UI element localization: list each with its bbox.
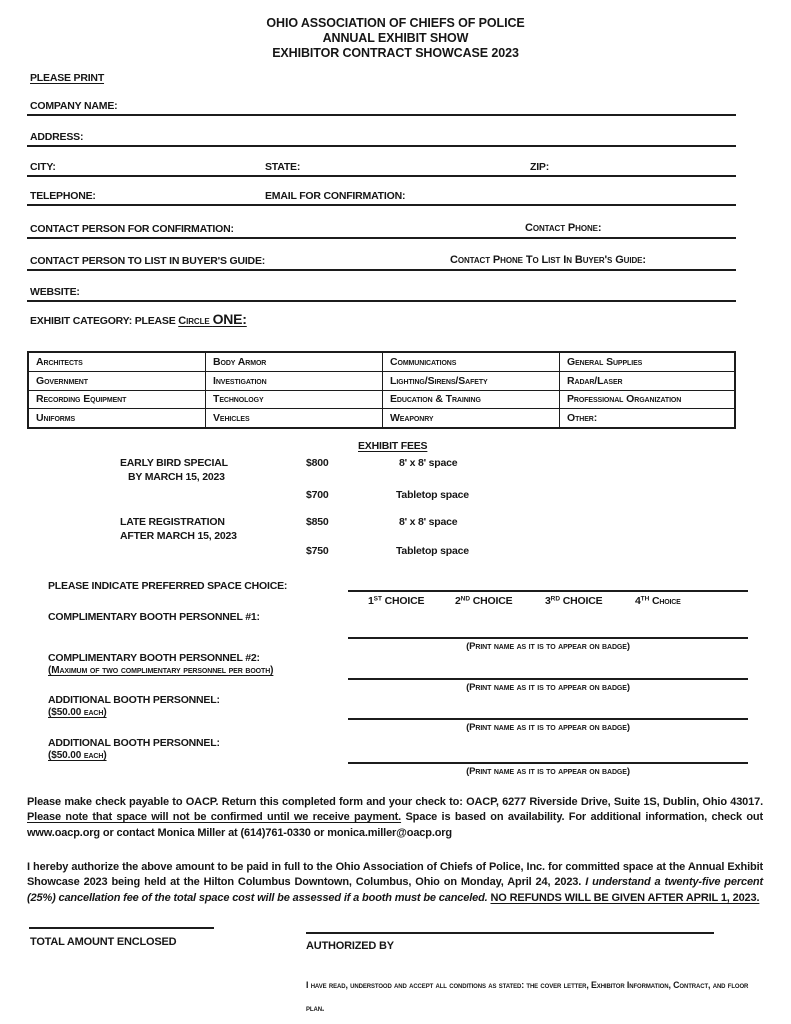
category-option[interactable]: Communications	[383, 352, 560, 371]
website-fill-line[interactable]	[27, 300, 736, 302]
please-print-label: PLEASE PRINT	[30, 72, 105, 84]
category-option[interactable]: General Supplies	[560, 352, 736, 371]
exhibit-category-table	[27, 351, 736, 429]
late-registration-deadline: AFTER MARCH 15, 2023	[120, 530, 237, 542]
badge-caption: (Print name as it is to appear on badge)	[466, 722, 630, 733]
choice-word: Choice	[649, 595, 681, 607]
total-amount-label: TOTAL AMOUNT ENCLOSED	[30, 936, 177, 948]
comp-personnel-2-label: COMPLIMENTARY BOOTH PERSONNEL #2:	[48, 652, 260, 664]
space-choice-label: PLEASE INDICATE PREFERRED SPACE CHOICE:	[48, 580, 288, 592]
table-row	[28, 409, 735, 428]
table-row	[28, 390, 735, 409]
company-name-label: COMPANY NAME:	[30, 100, 118, 112]
space-choice-fill-line[interactable]	[348, 590, 748, 592]
fee-price: $850	[306, 516, 329, 528]
fee-desc: 8' x 8' space	[399, 516, 458, 528]
circle-word: Circle	[178, 315, 213, 327]
address-fill-line[interactable]	[27, 145, 736, 147]
badge-caption: (Print name as it is to appear on badge)	[466, 766, 630, 777]
choice-ordinal: ST	[373, 595, 382, 603]
payment-instructions-paragraph	[27, 795, 763, 841]
fee-desc: Tabletop space	[396, 545, 469, 557]
additional-personnel-1-note: ($50.00 each)	[48, 707, 107, 718]
additional-personnel-2-note: ($50.00 each)	[48, 750, 107, 761]
table-row	[28, 352, 735, 371]
choice-num: 1	[368, 595, 374, 607]
choice-ordinal: ND	[460, 595, 471, 603]
authorized-by-label: AUTHORIZED BY	[306, 940, 394, 952]
telephone-label: TELEPHONE:	[30, 190, 96, 202]
choice-num: 2	[455, 595, 461, 607]
early-bird-deadline: BY MARCH 15, 2023	[128, 471, 225, 483]
authorized-by-fill-line[interactable]	[306, 932, 714, 934]
fee-price: $750	[306, 545, 329, 557]
additional-personnel-1-fill-line[interactable]	[348, 718, 748, 720]
payment-text: Please make check payable to OACP. Return this completed form and your check to: OACP, 6277 Riverside Drive, Suite 1S, Dublin, Ohio 43017.	[27, 796, 763, 808]
category-option[interactable]: Education & Training	[383, 390, 560, 409]
website-label: WEBSITE:	[30, 286, 80, 298]
acknowledgment-text: I have read, understood and accept all conditions as stated: the cover letter, Exhibitor Information, Contract, and floor plan.	[306, 980, 749, 1013]
category-option[interactable]: Body Armor	[206, 352, 383, 371]
comp-personnel-2-fill-line[interactable]	[348, 678, 748, 680]
early-bird-label: EARLY BIRD SPECIAL	[120, 457, 228, 469]
second-choice-label	[455, 595, 512, 607]
category-option[interactable]: Government	[28, 371, 206, 390]
one-word: ONE:	[212, 311, 247, 327]
category-option[interactable]: Technology	[206, 390, 383, 409]
exhibit-category-heading	[30, 311, 247, 329]
additional-personnel-2-label: ADDITIONAL BOOTH PERSONNEL:	[48, 737, 220, 749]
badge-caption: (Print name as it is to appear on badge)	[466, 682, 630, 693]
choice-ordinal: RD	[550, 595, 561, 603]
org-title: OHIO ASSOCIATION OF CHIEFS OF POLICE	[266, 16, 525, 30]
exhibit-fees-heading: EXHIBIT FEES	[358, 440, 428, 452]
first-choice-label	[368, 595, 424, 607]
state-label: STATE:	[265, 161, 301, 173]
payment-text-cont: Space is based on availability. For additional information, check out www.oacp.org or contact Monica Miller at (614)761-0330 or monica.miller@oacp.org	[27, 811, 763, 839]
category-option[interactable]: Professional Organization	[560, 390, 736, 409]
total-amount-fill-line[interactable]	[29, 927, 214, 929]
choice-word: CHOICE	[381, 595, 425, 607]
contact-phone-guide-label: Contact Phone To List In Buyer's Guide:	[450, 254, 646, 266]
choice-ordinal: TH	[640, 595, 650, 603]
exhibit-category-label: EXHIBIT CATEGORY: PLEASE	[30, 315, 179, 327]
comp-personnel-1-label: COMPLIMENTARY BOOTH PERSONNEL #1:	[48, 611, 260, 623]
contact-person-label: CONTACT PERSON FOR CONFIRMATION:	[30, 223, 234, 235]
comp-personnel-2-note: (Maximum of two complimentary personnel per booth)	[48, 665, 274, 676]
badge-caption: (Print name as it is to appear on badge)	[466, 641, 630, 652]
choice-word: CHOICE	[560, 595, 603, 607]
cancellation-policy-italic: I understand a twenty-five percent (25%) cancellation fee of the total space cost will be assessed if a booth must be canceled.	[27, 876, 763, 904]
authorization-text: I hereby authorize the above amount to be paid in full to the Ohio Association of Chiefs of Police, Inc. for committed space at the Annual Exhibit Showcase 2023 being held at the Hilton Columbus Downtown, Columbus, Ohio on Monday, April 24, 2023.	[27, 861, 763, 889]
category-option-other[interactable]: Other:	[560, 409, 736, 428]
additional-personnel-2-fill-line[interactable]	[348, 762, 748, 764]
contact-person-guide-label: CONTACT PERSON TO LIST IN BUYER'S GUIDE:	[30, 255, 266, 267]
authorization-paragraph	[27, 860, 763, 906]
contract-title: EXHIBITOR CONTRACT SHOWCASE 2023	[272, 46, 519, 60]
fourth-choice-label	[635, 595, 681, 607]
category-option[interactable]: Investigation	[206, 371, 383, 390]
form-header	[0, 16, 791, 61]
fee-desc: Tabletop space	[396, 489, 469, 501]
address-label: ADDRESS:	[30, 131, 84, 143]
category-option[interactable]: Lighting/Sirens/Safety	[383, 371, 560, 390]
payment-warning-underlined: Please note that space will not be confirmed until we receive payment.	[27, 811, 402, 824]
company-name-fill-line[interactable]	[27, 114, 736, 116]
additional-personnel-1-label: ADDITIONAL BOOTH PERSONNEL:	[48, 694, 220, 706]
category-option[interactable]: Uniforms	[28, 409, 206, 428]
late-registration-label: LATE REGISTRATION	[120, 516, 225, 528]
choice-num: 3	[545, 595, 551, 607]
table-row	[28, 371, 735, 390]
email-confirmation-label: EMAIL FOR CONFIRMATION:	[265, 190, 406, 202]
fee-price: $800	[306, 457, 329, 469]
category-option[interactable]: Architects	[28, 352, 206, 371]
comp-personnel-1-fill-line[interactable]	[348, 637, 748, 639]
contact-phone-label: Contact Phone:	[525, 222, 602, 234]
choice-num: 4	[635, 595, 641, 607]
no-refunds-underlined: NO REFUNDS WILL BE GIVEN AFTER APRIL 1, 2023.	[490, 891, 760, 904]
show-title: ANNUAL EXHIBIT SHOW	[322, 31, 469, 45]
fee-desc: 8' x 8' space	[399, 457, 458, 469]
category-option[interactable]: Vehicles	[206, 409, 383, 428]
third-choice-label	[545, 595, 602, 607]
telephone-email-fill-line[interactable]	[27, 204, 736, 206]
category-option[interactable]: Recording Equipment	[28, 390, 206, 409]
city-state-zip-fill-line[interactable]	[27, 175, 736, 177]
contact-person-fill-line[interactable]	[27, 237, 736, 239]
zip-label: ZIP:	[530, 161, 550, 173]
category-option[interactable]: Radar/Laser	[560, 371, 736, 390]
city-label: CITY:	[30, 161, 56, 173]
contact-guide-fill-line[interactable]	[27, 269, 736, 271]
fee-price: $700	[306, 489, 329, 501]
category-option[interactable]: Weaponry	[383, 409, 560, 428]
choice-word: CHOICE	[470, 595, 513, 607]
